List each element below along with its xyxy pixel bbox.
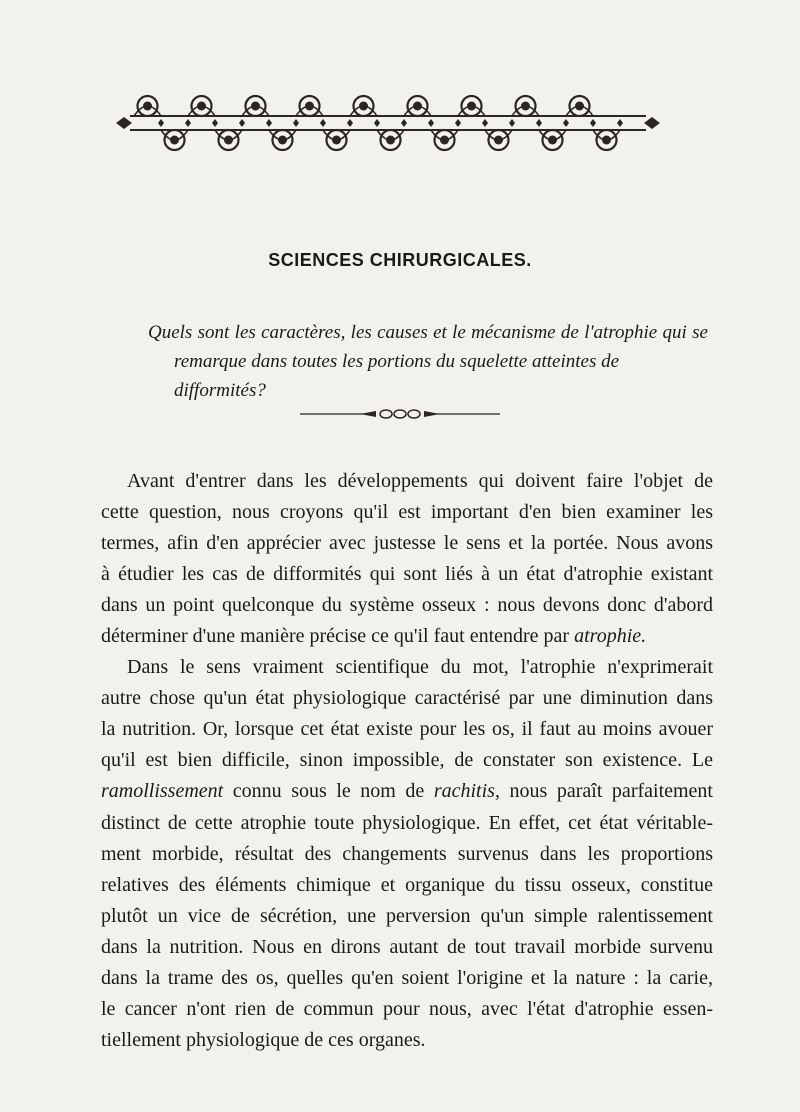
ornament-diamond — [374, 119, 380, 127]
ornament-diamond — [239, 119, 245, 127]
section-divider — [300, 408, 500, 420]
ornamental-header-band — [112, 88, 664, 158]
ornament-diamond — [617, 119, 623, 127]
ornament-diamond — [320, 119, 326, 127]
text-line: autre chose qu'un état physiologique caractérisé par une diminution dans — [101, 687, 713, 710]
text-line: plutôt un vice de sécrétion, une perversion qu'un simple ralentissement — [101, 904, 713, 927]
ornament-diamond — [266, 119, 272, 127]
italic-term: rachitis — [433, 780, 495, 803]
text-line: le cancer n'ont rien de commun pour nous, avec l'état d'atrophie essen- — [101, 997, 713, 1020]
ornament-diamond — [428, 119, 434, 127]
text-line: ment morbide, résultat des changements survenus dans les proportions — [101, 842, 713, 865]
text-line: dans la trame des os, quelles qu'en soient l'origine et la nature : la carie, — [101, 966, 713, 989]
ornament-diamond — [158, 119, 164, 127]
text-line: dans la nutrition. Nous en dirons autant de tout travail morbide survenu — [101, 935, 713, 958]
text-line: à étudier les cas de difformités qui sont liés à un état d'atrophie existant — [101, 563, 713, 586]
text-line: déterminer d'une manière précise ce qu'il faut entendre par atrophie. — [101, 625, 647, 648]
ornament-diamond — [536, 119, 542, 127]
ornament-diamond — [509, 119, 515, 127]
section-title: SCIENCES CHIRURGICALES. — [268, 250, 532, 270]
ornament-diamond — [347, 119, 353, 127]
question-line-1: Quels sont les caractères, les causes et le mécanisme de l'atrophie qui se — [148, 322, 708, 343]
question-line-2: remarque dans toutes les portions du squelette atteintes de difformités? — [174, 351, 620, 401]
text-line: tiellement physiologique de ces organes. — [101, 1028, 426, 1051]
ornament-diamond — [455, 119, 461, 127]
ornament-diamond — [212, 119, 218, 127]
ornament-diamond — [563, 119, 569, 127]
text-line: dans un point quelconque du système osseux : nous devons donc d'abord — [101, 594, 713, 617]
text-line: Avant d'entrer dans les développements qui doivent faire l'objet de — [127, 470, 713, 492]
text-line: qu'il est bien difficile, sinon impossible, de constater son existence. Le — [101, 749, 713, 772]
text-line: cette question, nous croyons qu'il est important d'en bien examiner les — [101, 501, 713, 524]
ornament-diamond — [482, 119, 488, 127]
text-line: ramollissement connu sous le nom de rachitis, nous paraît parfaitement — [101, 780, 713, 803]
italic-term: ramollissement — [101, 780, 224, 803]
text-line: relatives des éléments chimique et organique du tissu osseux, constitue — [101, 873, 713, 896]
text-line: distinct de cette atrophie toute physiologique. En effet, cet état véritable- — [101, 811, 713, 834]
italic-term: atrophie. — [574, 625, 647, 648]
question-heading — [148, 318, 708, 405]
ornament-diamond — [401, 119, 407, 127]
ornament-diamond — [293, 119, 299, 127]
text-line: termes, afin d'en apprécier avec justesse le sens et la portée. Nous avons — [101, 532, 713, 555]
body-text — [101, 466, 713, 1056]
text-line: Dans le sens vraiment scientifique du mot, l'atrophie n'exprimerait — [127, 656, 713, 679]
ornament-diamond — [590, 119, 596, 127]
text-line: la nutrition. Or, lorsque cet état existe pour les os, il faut au moins avouer — [101, 718, 713, 741]
ornament-diamond — [185, 119, 191, 127]
